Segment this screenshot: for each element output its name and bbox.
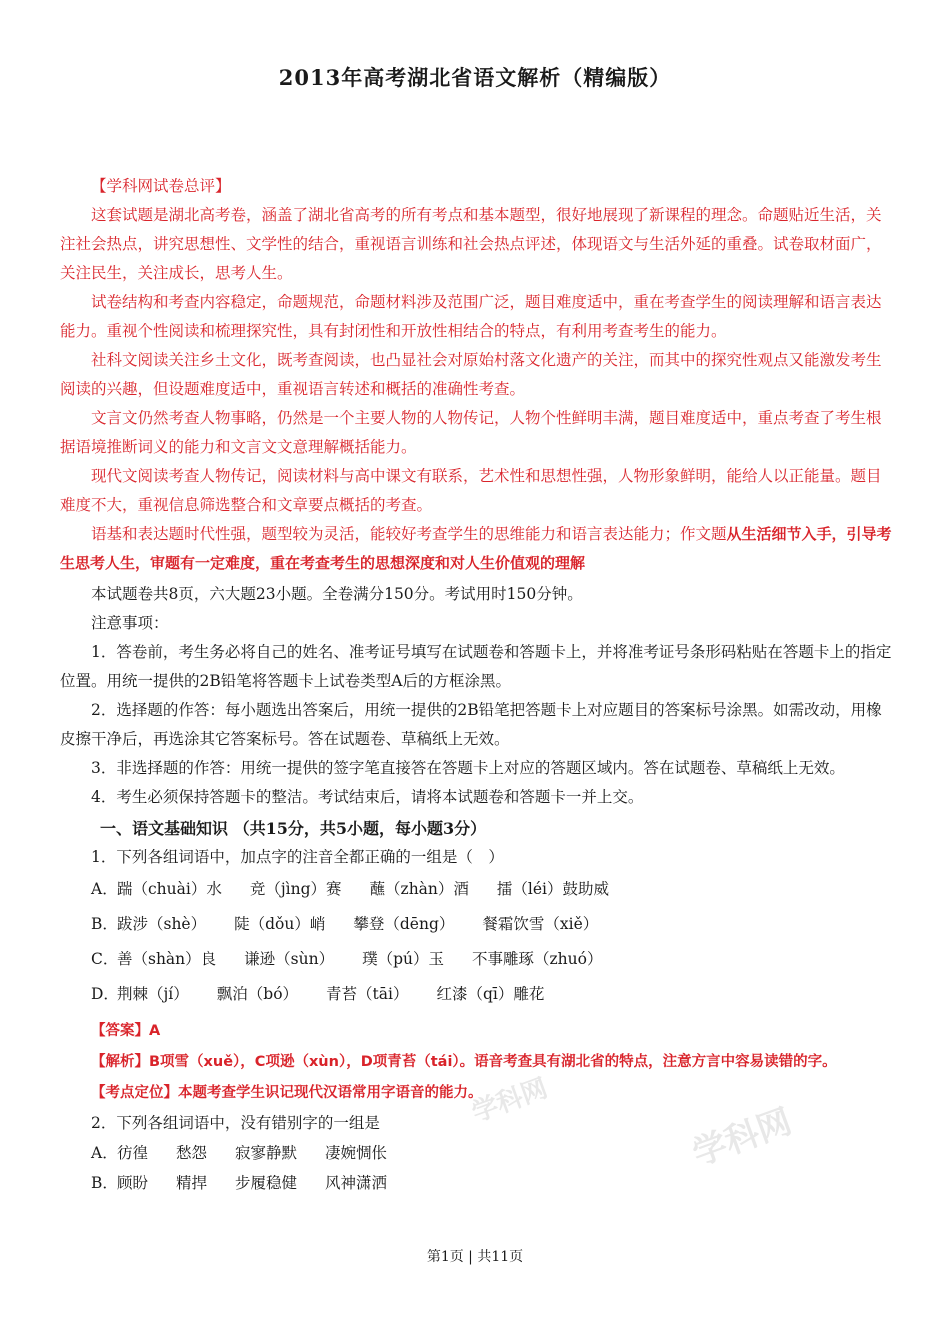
option-item: 攀登（dēng） bbox=[353, 915, 455, 933]
option-item: 璞（pú）玉 bbox=[362, 950, 444, 968]
option-item: 谦逊（sùn） bbox=[244, 950, 335, 968]
watermark: 学科网 bbox=[687, 1101, 797, 1175]
option-item: 顾盼 bbox=[117, 1174, 149, 1192]
option-item: 踹（chuài）水 bbox=[117, 880, 222, 898]
answer: 【答案】A bbox=[91, 1023, 161, 1039]
option-item: 擂（léi）鼓助威 bbox=[496, 880, 609, 898]
option-item: 荆棘（jí） bbox=[117, 985, 189, 1003]
summary-text: 语基和表达题时代性强，题型较为灵活，能较好考查学生的思维能力和语言表达能力；作文题 bbox=[91, 525, 727, 543]
document-body bbox=[60, 172, 892, 1198]
option-item: 愁怨 bbox=[176, 1144, 208, 1162]
option-item: 蘸（zhàn）酒 bbox=[369, 880, 469, 898]
option-item: 红漆（qī）雕花 bbox=[436, 985, 545, 1003]
option-item: 不事雕琢（zhuó） bbox=[472, 950, 603, 968]
q1-options bbox=[60, 872, 892, 1012]
option-b: B．跋涉（shè） 陡（dǒu）峭 攀登（dēng） 餐霜饮雪（xiě） bbox=[60, 907, 892, 942]
option-item: 青苔（tāi） bbox=[326, 985, 409, 1003]
option-item: 餐霜饮雪（xiě） bbox=[482, 915, 599, 933]
option-item: 竞（jìng）赛 bbox=[249, 880, 342, 898]
analysis: 【解析】B项雪（xuě），C项逊（xùn），D项青苔（tái）。语音考查具有湖北省的特点，注意方言中容易读错的字。 bbox=[91, 1054, 837, 1070]
note-item: 4．考生必须保持答题卡的整洁。考试结束后，请将本试题卷和答题卡一并上交。 bbox=[91, 788, 644, 806]
option-b: B．顾盼 精捍 步履稳健 风神潇洒 bbox=[60, 1168, 892, 1198]
option-item: 陡（dǒu）峭 bbox=[234, 915, 326, 933]
option-item: 寂寥静默 bbox=[235, 1144, 298, 1162]
option-a: A．彷徨 愁怨 寂寥静默 凄婉惆伥 bbox=[60, 1138, 892, 1168]
summary-paragraph: 社科文阅读关注乡土文化，既考查阅读，也凸显社会对原始村落文化遗产的关注，而其中的探究性观点又能激发考生阅读的兴趣，但设题难度适中，重视语言转述和概括的准确性考查。 bbox=[60, 351, 882, 398]
option-d: D．荆棘（jí） 飘泊（bó） 青苔（tāi） 红漆（qī）雕花 bbox=[60, 977, 892, 1012]
option-c: C．善（shàn）良 谦逊（sùn） 璞（pú）玉 不事雕琢（zhuó） bbox=[60, 942, 892, 977]
notes-heading: 注意事项： bbox=[91, 614, 169, 632]
watermark: 学科网 bbox=[468, 1073, 552, 1129]
option-item: 彷徨 bbox=[117, 1144, 149, 1162]
option-item: 精捍 bbox=[176, 1174, 208, 1192]
option-item: 飘泊（bó） bbox=[216, 985, 299, 1003]
summary-paragraph: 现代文阅读考查人物传记，阅读材料与高中课文有联系，艺术性和思想性强，人物形象鲜明，能给人以正能量。题目难度不大，重视信息筛选整合和文章要点概括的考查。 bbox=[60, 467, 882, 514]
option-item: 跋涉（shè） bbox=[117, 915, 207, 933]
page-title: 2013年高考湖北省语文解析（精编版） bbox=[278, 65, 672, 90]
exam-intro: 本试题卷共8页，六大题23小题。全卷满分150分。考试用时150分钟。 bbox=[91, 585, 583, 603]
summary-paragraph: 这套试题是湖北高考卷，涵盖了湖北省高考的所有考点和基本题型，很好地展现了新课程的理念。命题贴近生活，关注社会热点，讲究思想性、文学性的结合，重视语言训练和社会热点评述，体现语文与生活外延的重叠。试卷取材面广，关注民生，关注成长，思考人生。 bbox=[60, 206, 882, 282]
note-item: 1．答卷前，考生务必将自己的姓名、准考证号填写在试题卷和答题卡上，并将准考证号条形码粘贴在答题卡上的指定位置。用统一提供的2B铅笔将答题卡上试卷类型A后的方框涂黑。 bbox=[60, 643, 892, 690]
summary-heading: 【学科网试卷总评】 bbox=[91, 177, 231, 195]
knowledge-point: 【考点定位】本题考查学生识记现代汉语常用字语音的能力。 bbox=[91, 1085, 483, 1101]
q2-options bbox=[60, 1138, 892, 1198]
summary-paragraph: 试卷结构和考查内容稳定，命题规范，命题材料涉及范围广泛，题目难度适中，重在考查学生的阅读理解和语言表达能力。重视个性阅读和梳理探究性，具有封闭性和开放性相结合的特点，有利用考查考生的能力。 bbox=[60, 293, 882, 340]
option-item: 风神潇洒 bbox=[325, 1174, 388, 1192]
option-a: A．踹（chuài）水 竞（jìng）赛 蘸（zhàn）酒 擂（léi）鼓助威 bbox=[60, 872, 892, 907]
summary-paragraph: 文言文仍然考查人物事略，仍然是一个主要人物的人物传记，人物个性鲜明丰满，题目难度适中，重点考查了考生根据语境推断词义的能力和文言文文意理解概括能力。 bbox=[60, 409, 882, 456]
option-item: 步履稳健 bbox=[235, 1174, 298, 1192]
option-item: 凄婉惆伥 bbox=[325, 1144, 388, 1162]
note-item: 2．选择题的作答：每小题选出答案后，用统一提供的2B铅笔把答题卡上对应题目的答案标号涂黑。如需改动，用橡皮擦干净后，再选涂其它答案标号。答在试题卷、草稿纸上无效。 bbox=[60, 701, 882, 748]
question-stem: 2．下列各组词语中，没有错别字的一组是 bbox=[91, 1114, 380, 1132]
note-item: 3．非选择题的作答：用统一提供的签字笔直接答在答题卡上对应的答题区域内。答在试题卷、草稿纸上无效。 bbox=[91, 759, 845, 777]
option-item: 善（shàn）良 bbox=[117, 950, 217, 968]
section-heading: 一、语文基础知识 （共15分，共5小题，每小题3分） bbox=[100, 819, 487, 838]
summary-paragraph bbox=[60, 520, 892, 578]
page-footer: 第1页 | 共11页 bbox=[426, 1249, 524, 1265]
question-stem: 1．下列各组词语中，加点字的注音全都正确的一组是（ ） bbox=[91, 848, 504, 866]
summary-emphasis: 从生活细节入手，引导考生思考人生，审题有一定难度，重在考查考生的思想深度和对人生价值观的理解 bbox=[60, 525, 892, 572]
